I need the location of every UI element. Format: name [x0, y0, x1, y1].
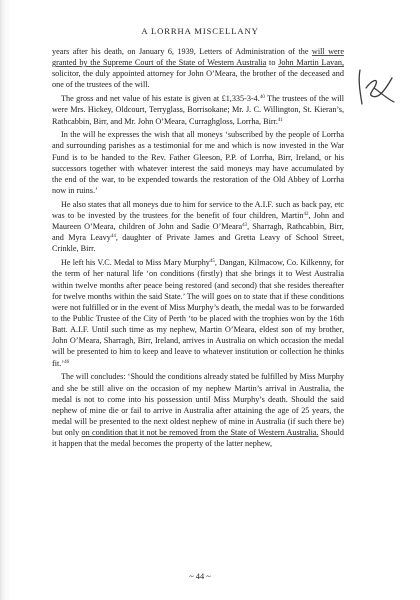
footnote-ref: 41: [277, 117, 283, 123]
handwritten-pencil-mark-icon: [354, 66, 400, 108]
paragraph: [52, 257, 344, 369]
text-run: He left his V.C. Medal to Miss Mary Murphy: [61, 258, 210, 268]
text-run: Should it happen that the medal becomes the property of the latter nephew,: [52, 428, 344, 449]
text-run: , John and Maureen O’Meara, children of John and Sadie O’Meara: [52, 210, 344, 232]
underlined-text: will were granted by the Supreme Court of the State of Western Australia: [52, 47, 344, 68]
paragraph: [52, 371, 344, 449]
underlined-text: on condition that it not be removed from the State of Western Australia.: [81, 428, 319, 438]
footnote-ref: 40: [259, 95, 265, 101]
text-run: to: [266, 58, 279, 68]
body-text: [52, 46, 344, 452]
footnote-ref: 46: [64, 359, 70, 365]
paragraph: [52, 46, 344, 91]
running-head: A LORRHA MISCELLANY: [141, 26, 259, 36]
text-run: The trustees of the will were Mrs. Hickey, Oldcourt, Terryglass, Borrisokane; Mr. J. C. Willington, St. Kieran’s, Rathcabbin, Birr, and Mr. John O’Meara, Curraghgloss, Lorrha, Birr.: [52, 94, 344, 126]
text-run: The will concludes: ‘Should the conditions already stated be fulfilled by Miss Murphy and she be still alive on the occasion of my nephew Martin’s arrival in Australia, the medal is not to come into his possession until Miss Murphy’s death. Should the said nephew of mine die or fail to arrive in Australia after attaining the age of 25 years, the medal will be presented to the next oldest nephew of mine in Australia (if such there be) but only: [52, 372, 344, 438]
paragraph: [52, 93, 344, 126]
page-number: ~ 44 ~: [189, 572, 211, 581]
footnote-ref: 43: [242, 223, 248, 229]
underlined-text: John Martin Lavan,: [278, 58, 344, 68]
text-run: , Dangan, Kilmacow, Co. Kilkenny, for the term of her natural life ‘on conditions (firstly) that she brings it to West Australia within twelve months after peace being restored (and second) that she resides thereafter for twelve months within the said State.’ The will goes on to state that if these conditions were not fulfilled or in the event of Miss Murphy’s death, the medal was to be forwarded to the Public Trustee of the City of Perth ‘to be placed with the trophies won by the 16th Batt. A.I.F. Until such time as my nephew, Martin O’Meara, eldest son of my brother, John O’Meara, Sharragh, Birr, Ireland, arrives in Australia on which occasion the medal will be presented to him to keep and leave to whatever institution or collection he thinks fit.’: [52, 258, 344, 368]
text-run: He also states that all moneys due to him for service to the A.I.F. such as back pay, etc was to be invested by the trustees for the benefit of four children, Martin: [52, 199, 344, 220]
footnote-ref: 44: [110, 234, 116, 240]
text-run: In the will he expresses the wish that all moneys ‘subscribed by the people of Lorrha and surrounding parishes as a testimonial for me and which is now invested in the War Fund is to be handed to the Rev. Father Gleeson, P.P. of Lorrha, Birr, Ireland, or his successors together with whatever interest the said moneys may have accumulated by the end of the war, to be expended towards the restoration of the Old Abbey of Lorrha now in ruins.’: [52, 130, 344, 196]
text-run: The gross and net value of his estate is given at £1,335-3-4.: [61, 94, 260, 104]
footnote-ref: 45: [209, 259, 215, 265]
text-run: , daughter of Private James and Gretta Leavy of School Street, Crinkle, Birr.: [52, 233, 345, 254]
footnote-ref: 42: [303, 211, 309, 217]
text-run: years after his death, on January 6, 1939, Letters of Administration of the: [52, 47, 312, 56]
paragraph: [52, 129, 344, 196]
text-run: solicitor, the duly appointed attorney for John O’Meara, the brother of the deceased and one of the trustees of the will.: [52, 69, 344, 90]
text-run: , Sharragh, Rathcabbin, Birr, and Myra Leavy: [52, 222, 344, 243]
paragraph: [52, 199, 344, 255]
